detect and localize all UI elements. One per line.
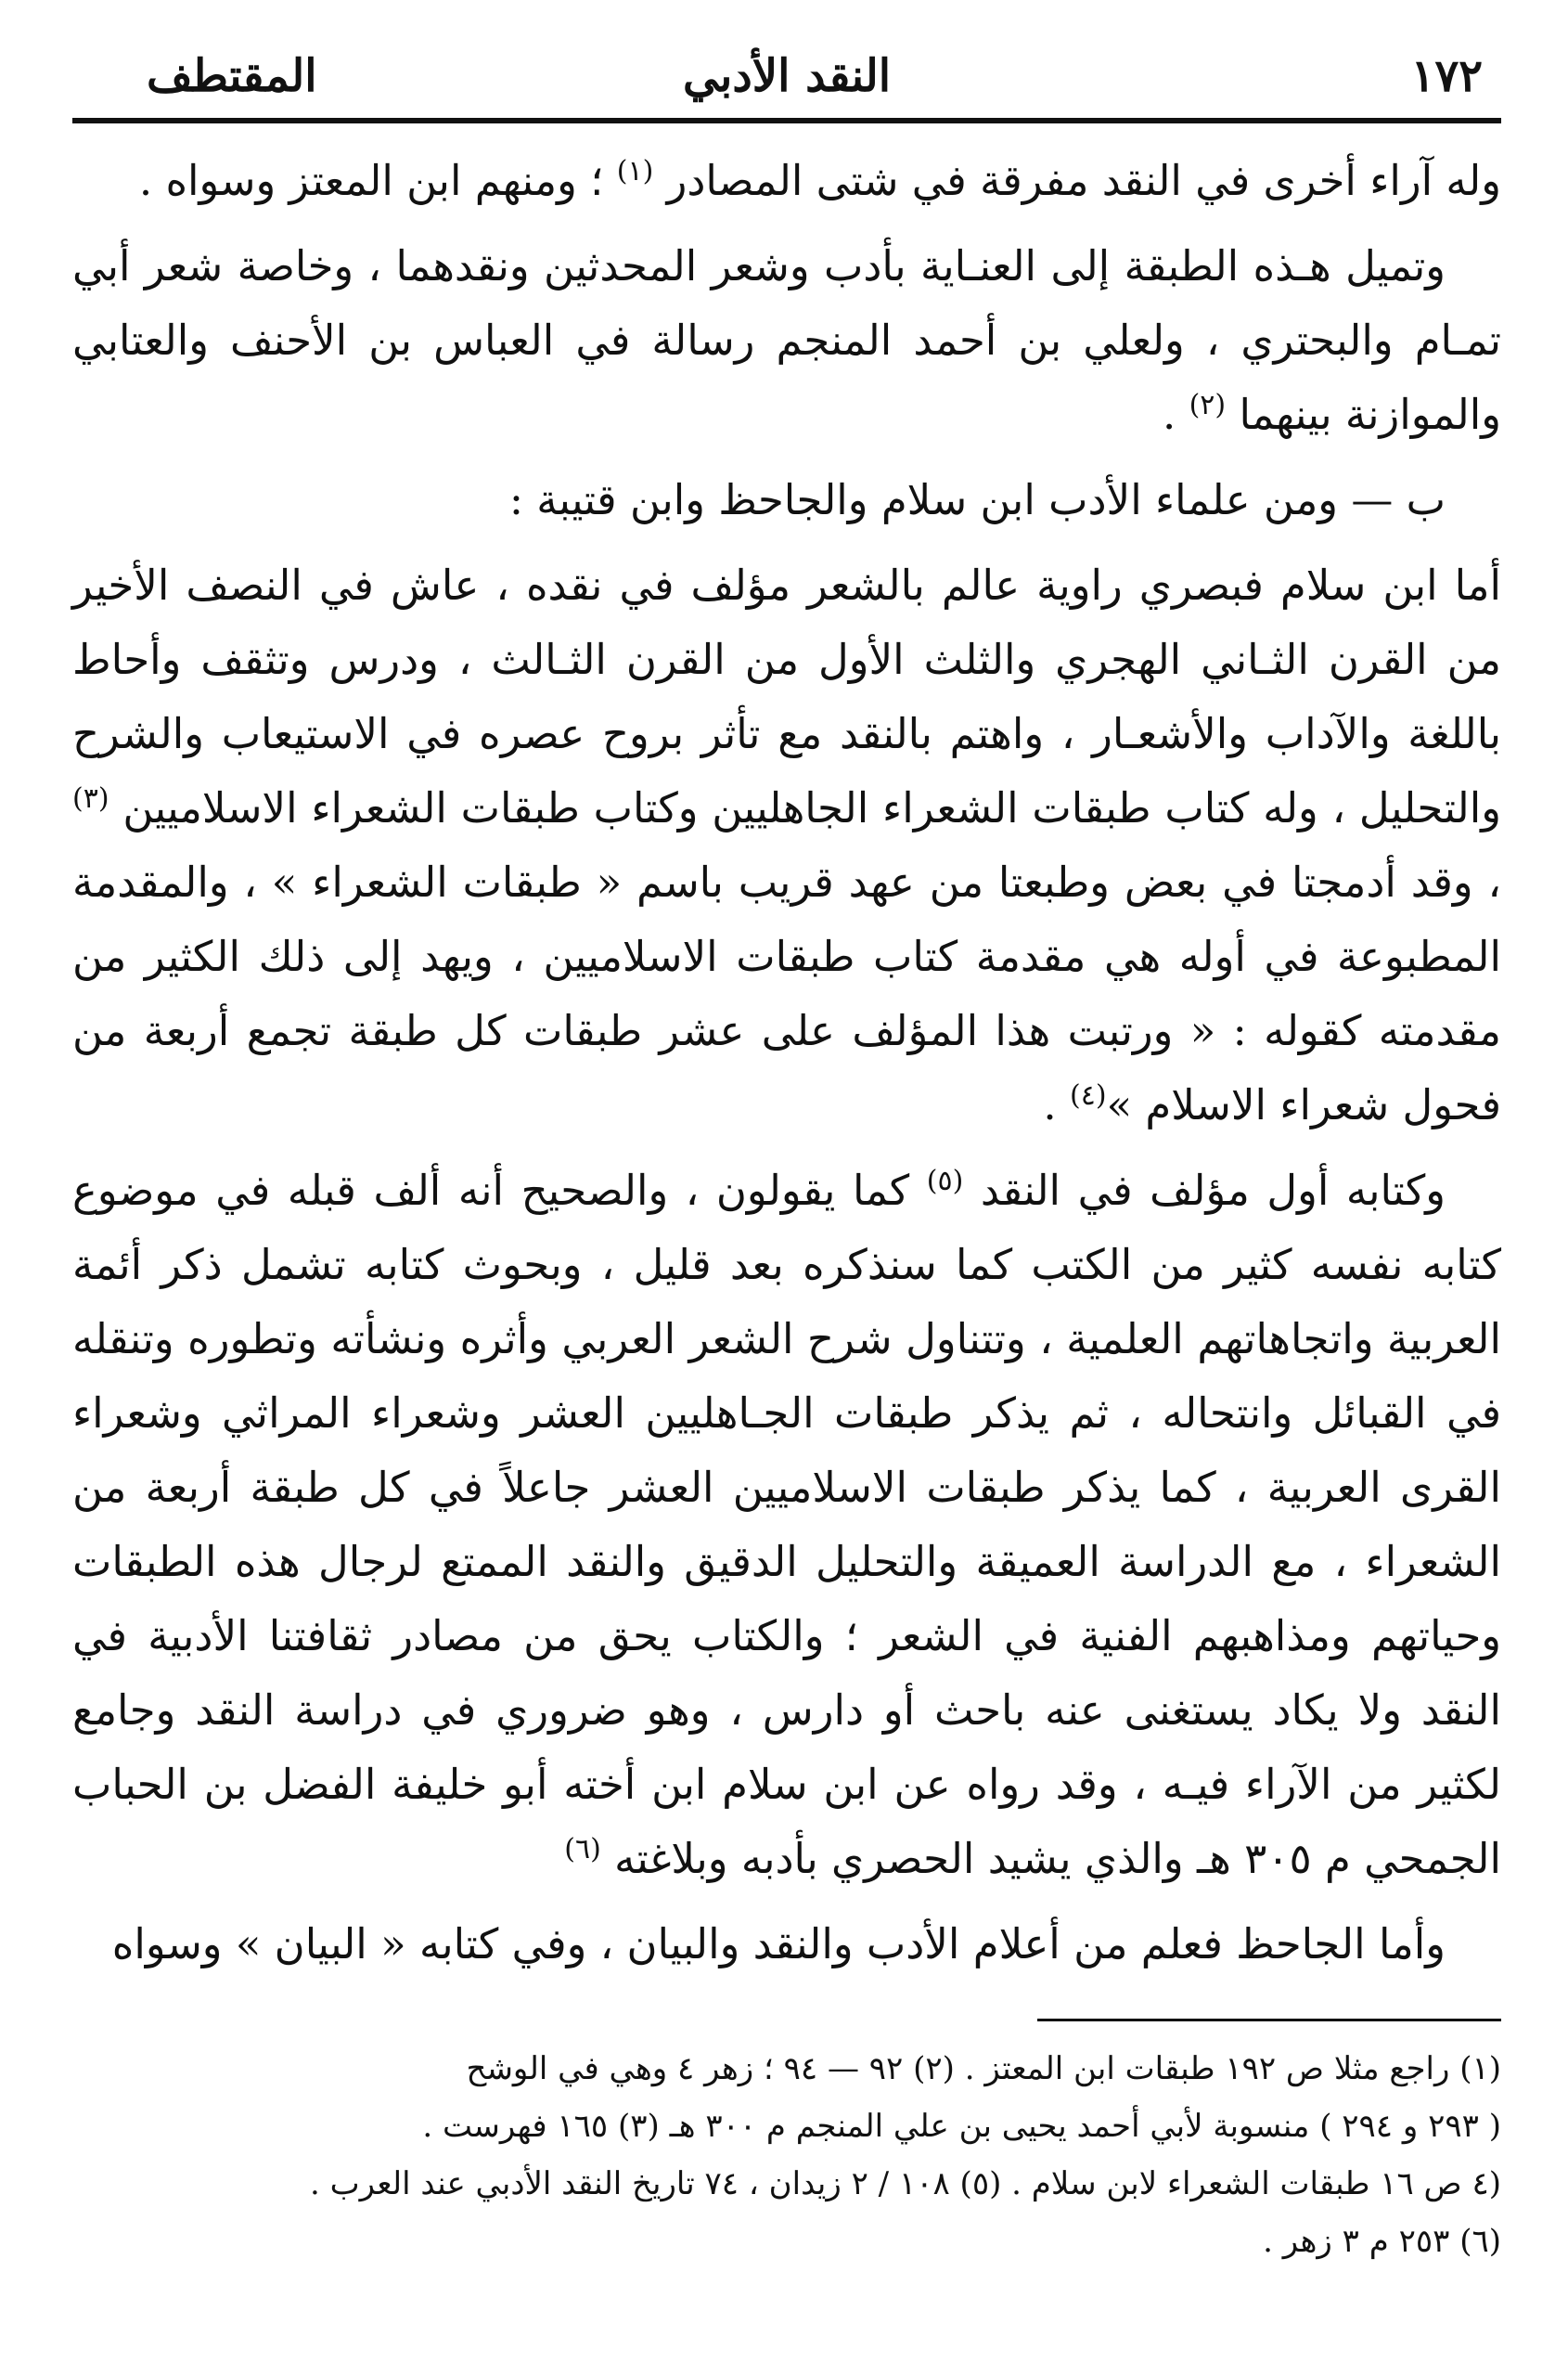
- paragraph-3-heading: ب — ومن علماء الأدب ابن سلام والجاحظ وابن قتيبة :: [508, 475, 1446, 524]
- footnote-line: (٤ ص ١٦ طبقات الشعراء لابن سلام . (٥) ١٠٨ / ٢ زيدان ، ٧٤ تاريخ النقد الأدبي عند العرب .: [309, 2165, 1501, 2202]
- paragraph-6: وأما الجاحظ فعلم من أعلام الأدب والنقد والبيان ، وفي كتابه « البيان » وسواه: [111, 1919, 1446, 1968]
- running-title: النقد الأدبي: [682, 50, 892, 102]
- journal-name: المقتطف: [147, 50, 317, 102]
- footnote-ref-2: (٢): [1189, 389, 1227, 421]
- footnote-ref-4: (٤): [1070, 1079, 1107, 1112]
- body-text: [72, 144, 1501, 1981]
- footnote-ref-5: (٥): [926, 1165, 964, 1197]
- footnote-ref-3: (٣): [72, 782, 109, 815]
- footnote-line: (١) راجع مثلا ص ١٩٢ طبقات ابن المعتز . (٢) ٩٢ — ٩٤ ؛ زهر ٤ وهي في الوشح: [466, 2050, 1501, 2087]
- page-header: [72, 37, 1501, 116]
- footnote-rule: [1037, 2019, 1501, 2021]
- paragraph-4: أما ابن سلام فبصري راوية عالم بالشعر مؤلف في نقده ، عاش في النصف الأخير من القرن الثـاني الهجري والثلث الأول من القرن الثـالث ، ودرس وتثقف وأحاط باللغة والآداب والأشعـار ، واهتم بالنقد مع تأثر بروح عصره في الاستيعاب والشرح والتحليل ، وله كتاب طبقات الشعراء الجاهليين وكتاب طبقات الشعراء الاسلاميين $^{(٣)}$ ، وقد أدمجتا في بعض وطبعتا من عهد قريب باسم « طبقات الشعراء » ، والمقدمة المطبوعة في أوله هي مقدمة كتاب طبقات الاسلاميين ، ويهد إلى ذلك الكثير من مقدمته كقوله : « ورتبت هذا المؤلف على عشر طبقات كل طبقة تجمع أربعة من فحول شعراء الاسلام »$^{(٤)}$ .: [72, 561, 1501, 1129]
- footnote-ref-1: (١): [616, 155, 654, 187]
- page: [72, 37, 1501, 2339]
- page-number: ١٧٢: [1410, 50, 1483, 102]
- footnote-line: (٦) ٢٥٣ م ٣ زهر .: [1263, 2223, 1501, 2260]
- footnote-line: ( ٢٩٣ و ٢٩٤ ) منسوبة لأبي أحمد يحيى بن علي المنجم م ٣٠٠ هـ (٣) ١٦٥ فهرست .: [422, 2108, 1501, 2145]
- footnote-ref-6: (٦): [564, 1833, 601, 1865]
- header-rule: [72, 118, 1501, 123]
- paragraph-1: وله آراء أخرى في النقد مفرقة في شتى المصادر $^{(١)}$ ؛ ومنهم ابن المعتز وسواه .: [138, 155, 1501, 205]
- footnotes: [72, 2040, 1501, 2270]
- paragraph-2: وتميل هـذه الطبقة إلى العنـاية بأدب وشعر المحدثين ونقدهما ، وخاصة شعر أبي تمـام والبحتري ، ولعلي بن أحمد المنجم رسالة في العباس بن الأحنف والعتابي والموازنة بينهما $^{(٢)}$ .: [72, 241, 1501, 439]
- paragraph-5: وكتابه أول مؤلف في النقد $^{(٥)}$ كما يقولون ، والصحيح أنه ألف قبله في موضوع كتابه نفسه كثير من الكتب كما سنذكره بعد قليل ، وبحوث كتابه تشمل ذكر أئمة العربية واتجاهاتهم العلمية ، وتتناول شرح الشعر العربي وأثره ونشأته وتطوره وتنقله في القبائل وانتحاله ، ثم يذكر طبقات الجـاهليين العشر وشعراء المراثي وشعراء القرى العربية ، كما يذكر طبقات الاسلاميين العشر جاعلاً في كل طبقة أربعة من الشعراء ، مع الدراسة العميقة والتحليل الدقيق والنقد الممتع لرجال هذه الطبقات وحياتهم ومذاهبهم الفنية في الشعر ؛ والكتاب يحق من مصادر ثقافتنا الأدبية في النقد ولا يكاد يستغنى عنه باحث أو دارس ، وهو ضروري في دراسة النقد وجامع لكثير من الآراء فيـه ، وقد رواه عن ابن سلام ابن أخته أبو خليفة الفضل بن الحباب الجمحي م ٣٠٥ هـ والذي يشيد الحصري بأدبه وبلاغته $^{(٦)}$: [72, 1165, 1501, 1883]
